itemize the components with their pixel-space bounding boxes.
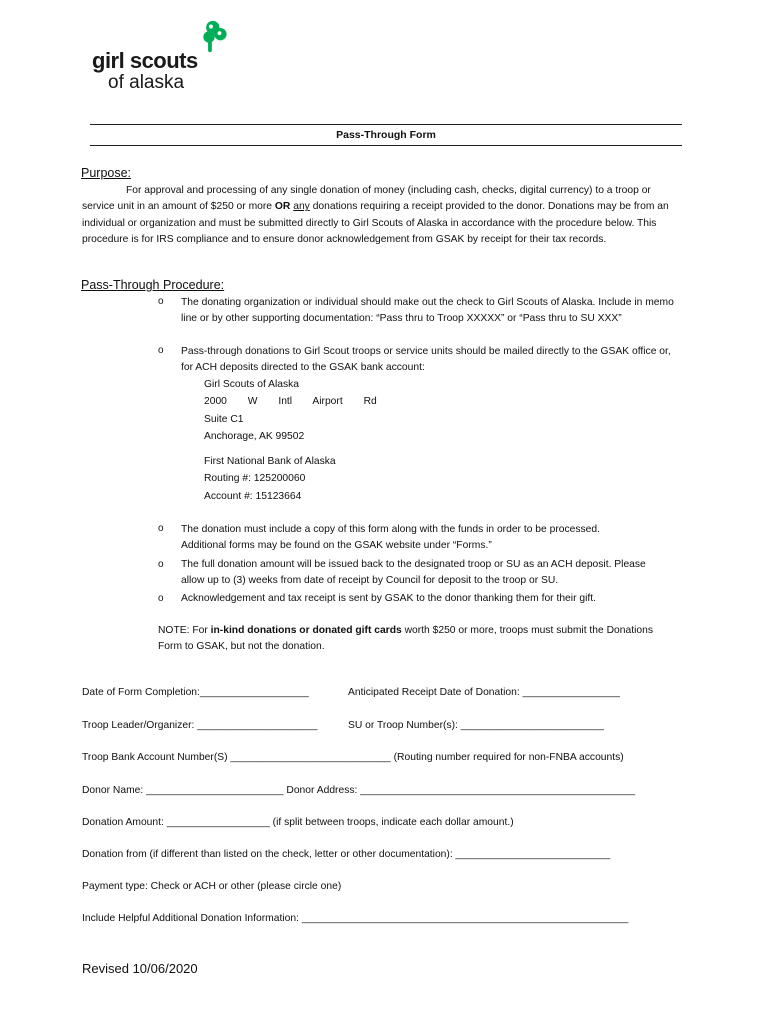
title-rule-bottom	[90, 145, 682, 146]
routing-number: Routing #: 125200060	[204, 473, 306, 485]
procedure-item-1: The donating organization or individual should make out the check to Girl Scouts of Alaska. Include in memo line or by other supporting documentation: “Pass thru to Troop XXXXX” or “Pass thru to SU XXX”	[181, 297, 674, 325]
su-troop-number-field[interactable]: SU or Troop Number(s): _________________________	[348, 720, 604, 731]
bullet-icon: o	[158, 559, 164, 570]
payment-type-field[interactable]: Payment type: Check or ACH or other (please circle one)	[82, 881, 342, 892]
anticipated-receipt-field[interactable]: Anticipated Receipt Date of Donation: _________________	[348, 687, 620, 698]
additional-info-field[interactable]: Include Helpful Additional Donation Information: _________________________________________________________	[82, 913, 629, 924]
form-title: Pass-Through Form	[336, 129, 436, 141]
donation-from-field[interactable]: Donation from (if different than listed on the check, letter or other documentation): ___________________________	[82, 849, 611, 860]
donation-amount-field[interactable]: Donation Amount: __________________ (if split between troops, indicate each dollar amount.)	[82, 817, 514, 828]
date-completion-field[interactable]: Date of Form Completion:___________________	[82, 687, 309, 698]
purpose-heading: Purpose:	[81, 166, 132, 180]
procedure-heading: Pass-Through Procedure:	[81, 278, 225, 292]
revision-date: Revised 10/06/2020	[82, 961, 198, 976]
girl-scouts-logo	[90, 18, 240, 96]
logo-line-2: of alaska	[108, 72, 185, 93]
address-line: Anchorage, AK 99502	[204, 430, 305, 442]
bullet-icon: o	[158, 593, 164, 604]
purpose-paragraph: For approval and processing of any single donation of money (including cash, checks, digital currency) to a troop or service unit in an amount of $250 or more OR any donations requiring a receipt provided to the donor. Donations may be from an individual or organization and must be submitted directly to Girl Scouts of Alaska in accordance with the procedure below. This procedure is for IRS compliance and to ensure donor acknowledgement from GSAK by receipt for their tax records.	[82, 185, 669, 245]
bank-name: First National Bank of Alaska	[204, 456, 336, 467]
bullet-icon: o	[158, 345, 164, 356]
procedure-item-2: Pass-through donations to Girl Scout troops or service units should be mailed directly to the GSAK office or, for ACH deposits directed to the GSAK bank account:	[181, 346, 671, 374]
procedure-item-5: Acknowledgement and tax receipt is sent by GSAK to the donor thanking them for their gift.	[181, 593, 596, 604]
account-number: Account #: 15123664	[204, 490, 302, 502]
bank-info	[204, 453, 336, 505]
bullet-icon: o	[158, 296, 164, 307]
logo-line-1: girl scouts	[92, 48, 198, 73]
bank-account-field[interactable]: Troop Bank Account Number(S) ____________________________ (Routing number required for non-FNBA accounts)	[82, 752, 624, 763]
bullet-icon: o	[158, 523, 164, 534]
mailing-address	[204, 376, 377, 445]
note-paragraph: NOTE: For in-kind donations or donated gift cards worth $250 or more, troops must submit the Donations Form to GSAK, but not the donation.	[158, 625, 653, 653]
procedure-item-3: The donation must include a copy of this form along with the funds in order to be processed. Additional forms may be found on the GSAK website under “Forms.”	[181, 524, 600, 552]
troop-leader-field[interactable]: Troop Leader/Organizer: _____________________	[82, 720, 318, 731]
title-rule-top	[90, 124, 682, 125]
address-line: Girl Scouts of Alaska	[204, 379, 299, 390]
procedure-item-4: The full donation amount will be issued back to the designated troop or SU as an ACH deposit. Please allow up to (3) weeks from date of receipt by Council for deposit to the troop or SU.	[181, 559, 646, 587]
address-line: 2000 W Intl Airport Rd	[204, 396, 377, 408]
address-line: Suite C1	[204, 413, 244, 425]
donor-field[interactable]: Donor Name: ________________________ Donor Address: ________________________________________________	[82, 785, 636, 796]
